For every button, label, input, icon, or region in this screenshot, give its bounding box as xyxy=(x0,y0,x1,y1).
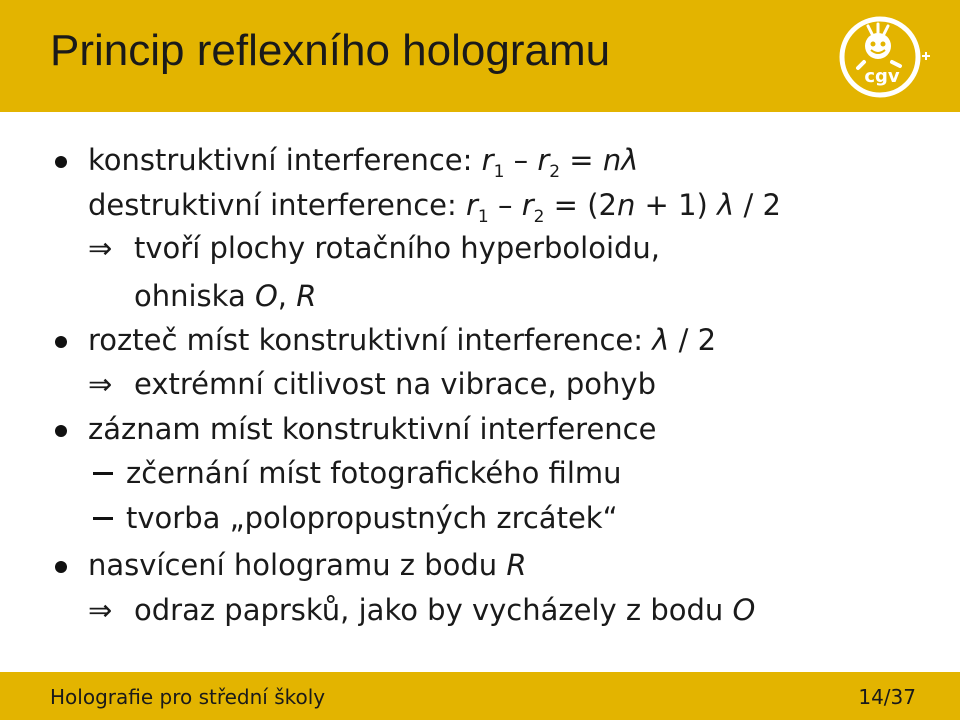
text-line-sensitivity: extrémní citlivost na vibrace, pohyb xyxy=(134,367,656,401)
var-r: r xyxy=(521,188,534,222)
text-fragment: nasvícení hologramu z bodu xyxy=(88,548,507,582)
bullet xyxy=(55,156,67,168)
subscript-1: 1 xyxy=(477,207,489,227)
slide-footer xyxy=(0,672,960,720)
implies-icon: ⇒ xyxy=(88,231,113,265)
page-separator: / xyxy=(883,685,891,709)
bullet xyxy=(55,336,67,348)
var-o: O xyxy=(254,279,278,313)
var-o: O xyxy=(732,593,756,627)
text-fragment: , xyxy=(277,279,297,313)
var-r: r xyxy=(465,188,478,222)
text-line-illumination xyxy=(88,548,527,582)
var-n: n xyxy=(616,188,636,222)
subscript-1: 1 xyxy=(493,162,505,182)
var-n-lambda: nλ xyxy=(602,143,639,177)
subscript-2: 2 xyxy=(533,207,545,227)
page-total: 37 xyxy=(890,685,916,709)
slide-title: Princip reflexního hologramu xyxy=(50,26,611,75)
var-lambda: λ xyxy=(717,188,735,222)
text-fragment: + 1) xyxy=(635,188,718,222)
bullet xyxy=(55,425,67,437)
text-fragment: / 2 xyxy=(669,323,717,357)
text-fragment: destruktivní interference: xyxy=(88,188,466,222)
text-fragment: ohniska xyxy=(134,279,255,313)
text-fragment: = (2 xyxy=(544,188,617,222)
footer-course-title: Holografie pro střední školy xyxy=(50,685,326,709)
var-r: R xyxy=(296,279,317,313)
var-r: r xyxy=(537,143,550,177)
var-r: R xyxy=(506,548,527,582)
page-number: 14 xyxy=(858,685,884,709)
implies-icon: ⇒ xyxy=(88,367,113,401)
subscript-2: 2 xyxy=(549,162,561,182)
text-fragment: rozteč míst konstruktivní interference: xyxy=(88,323,653,357)
text-line-mirrors: tvorba „polopropustných zrcátek“ xyxy=(126,501,618,535)
text-line-recording: záznam míst konstruktivní interference xyxy=(88,412,657,446)
var-r: r xyxy=(481,143,494,177)
bullet xyxy=(55,561,67,573)
var-lambda: λ xyxy=(652,323,670,357)
implies-icon: ⇒ xyxy=(88,593,113,627)
text-fragment: – xyxy=(504,143,538,177)
dash-marker xyxy=(93,517,113,520)
text-line-spacing xyxy=(88,323,717,357)
text-line-reflection xyxy=(134,593,756,627)
text-line-foci xyxy=(134,279,317,313)
text-line-constructive xyxy=(88,143,639,182)
text-fragment: / 2 xyxy=(734,188,781,222)
text-fragment: = xyxy=(560,143,603,177)
logo-text: cgv xyxy=(864,66,900,87)
text-fragment: konstruktivní interference: xyxy=(88,143,482,177)
text-fragment: – xyxy=(488,188,522,222)
text-fragment: odraz paprsků, jako by vycházely z bodu xyxy=(134,593,733,627)
page-counter xyxy=(858,685,916,709)
text-line-blackening: zčernání míst fotografického filmu xyxy=(126,456,622,490)
text-line-destructive xyxy=(88,188,781,227)
text-line-hyperboloid: tvoří plochy rotačního hyperboloidu, xyxy=(134,231,661,265)
dash-marker xyxy=(93,472,113,475)
